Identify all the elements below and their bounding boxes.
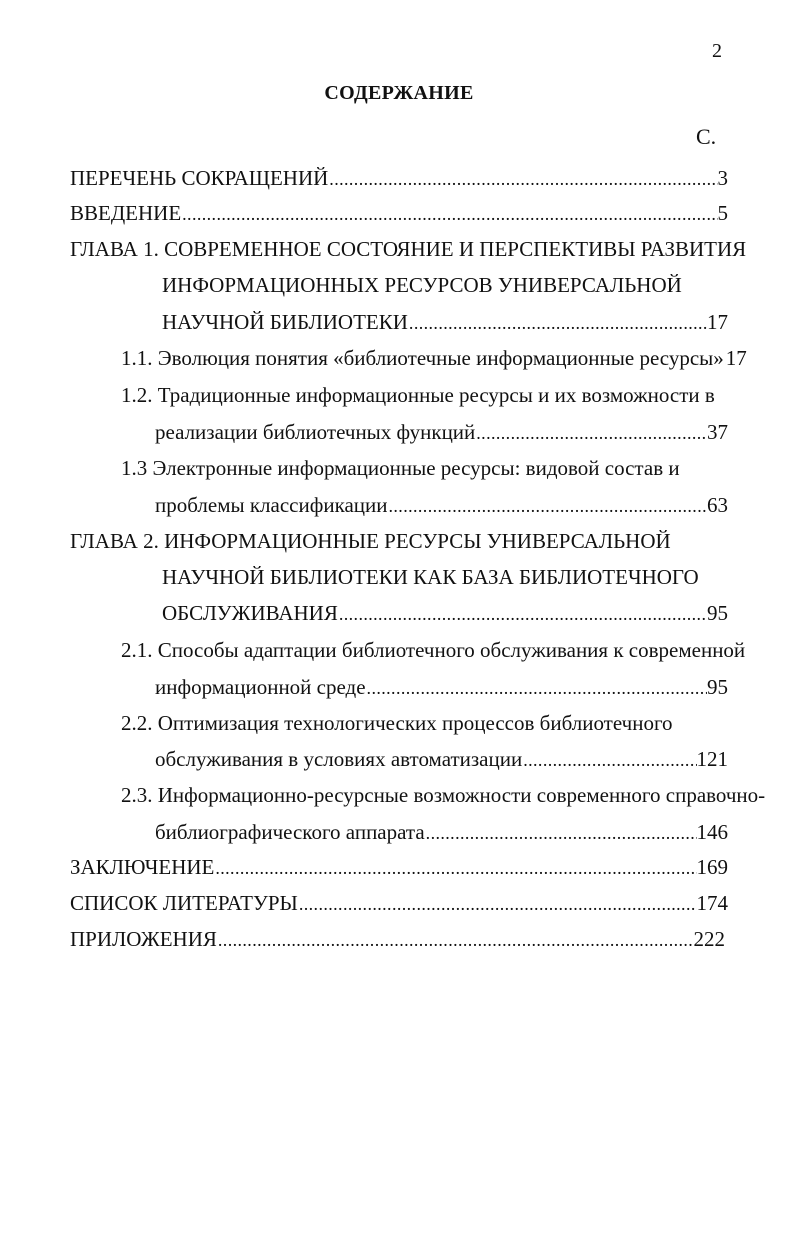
- toc-entry-label: ПРИЛОЖЕНИЯ: [70, 927, 217, 951]
- toc-chapter1-line1[interactable]: ГЛАВА 1. СОВРЕМЕННОЕ СОСТОЯНИЕ И ПЕРСПЕКТИВЫ РАЗВИТИЯ: [70, 237, 747, 261]
- toc-entry-page: 95: [707, 675, 728, 699]
- pages-column-label: С.: [696, 124, 717, 149]
- toc-entry-label: НАУЧНОЙ БИБЛИОТЕКИ: [162, 310, 408, 334]
- dot-leader: [217, 925, 694, 955]
- dot-leader: [425, 818, 697, 848]
- dot-leader: [214, 853, 696, 883]
- toc-entry-introduction[interactable]: [70, 198, 728, 228]
- toc-entry-bibliography[interactable]: [70, 888, 728, 918]
- toc-entry-label: 1.1. Эволюция понятия «библиотечные информационные ресурсы»: [121, 346, 724, 370]
- toc-entry-page: 222: [693, 927, 725, 951]
- toc-entry-section-1-3[interactable]: [155, 490, 728, 520]
- toc-entry-label: ЗАКЛЮЧЕНИЕ: [70, 855, 215, 879]
- toc-entry-page: 37: [707, 420, 728, 444]
- dot-leader: [181, 199, 717, 229]
- toc-entry-conclusion[interactable]: [70, 852, 728, 882]
- toc-entry-section-2-1[interactable]: [155, 672, 728, 702]
- dot-leader: [522, 745, 696, 775]
- toc-entry-page: 63: [707, 493, 728, 517]
- toc-entry-label: ПЕРЕЧЕНЬ СОКРАЩЕНИЙ: [70, 166, 329, 190]
- dot-leader: [388, 491, 708, 521]
- toc-chapter2-line1[interactable]: ГЛАВА 2. ИНФОРМАЦИОННЫЕ РЕСУРСЫ УНИВЕРСАЛЬНОЙ: [70, 529, 671, 553]
- toc-entry-page: 95: [707, 601, 728, 625]
- toc-entry-page: 17: [707, 310, 728, 334]
- toc-entry-page: 17: [725, 346, 747, 370]
- toc-entry-appendices[interactable]: [70, 924, 725, 954]
- dot-leader: [366, 673, 707, 703]
- toc-section-1-2-line1[interactable]: 1.2. Традиционные информационные ресурсы и их возможности в: [121, 383, 715, 407]
- toc-section-2-1-line1[interactable]: 2.1. Способы адаптации библиотечного обслуживания к современной: [121, 638, 746, 662]
- toc-entry-label: ОБСЛУЖИВАНИЯ: [162, 601, 338, 625]
- toc-entry-abbreviations[interactable]: [70, 163, 728, 193]
- toc-entry-page: 146: [696, 820, 728, 844]
- toc-entry-label: информационной среде: [155, 675, 366, 699]
- toc-entry-section-1-2[interactable]: [155, 417, 728, 447]
- dot-leader: [408, 308, 707, 338]
- dot-leader: [298, 889, 697, 919]
- dot-leader: [475, 418, 707, 448]
- toc-entry-page: 174: [696, 891, 728, 915]
- toc-entry-section-2-2[interactable]: [155, 744, 728, 774]
- toc-entry-label: ВВЕДЕНИЕ: [70, 201, 182, 225]
- toc-entry-section-2-3[interactable]: [155, 817, 728, 847]
- toc-entry-label: обслуживания в условиях автоматизации: [155, 747, 523, 771]
- toc-section-2-3-line1[interactable]: 2.3. Информационно-ресурсные возможности современного справочно-: [121, 783, 766, 807]
- toc-entry-label: библиографического аппарата: [155, 820, 425, 844]
- toc-chapter1-line2[interactable]: ИНФОРМАЦИОННЫХ РЕСУРСОВ УНИВЕРСАЛЬНОЙ: [162, 273, 682, 297]
- toc-section-1-3-line1[interactable]: 1.3 Электронные информационные ресурсы: видовой состав и: [121, 456, 680, 480]
- dot-leader: [328, 164, 717, 194]
- toc-entry-page: 3: [717, 166, 728, 190]
- toc-entry-chapter1[interactable]: [162, 307, 728, 337]
- toc-entry-label: реализации библиотечных функций: [155, 420, 476, 444]
- toc-entry-label: СПИСОК ЛИТЕРАТУРЫ: [70, 891, 298, 915]
- dot-leader: [338, 599, 707, 629]
- page-number: 2: [712, 40, 722, 62]
- toc-chapter2-line2[interactable]: НАУЧНОЙ БИБЛИОТЕКИ КАК БАЗА БИБЛИОТЕЧНОГО: [162, 565, 699, 589]
- page-title: СОДЕРЖАНИЕ: [324, 82, 474, 104]
- toc-entry-label: проблемы классификации: [155, 493, 388, 517]
- toc-section-2-2-line1[interactable]: 2.2. Оптимизация технологических процессов библиотечного: [121, 711, 673, 735]
- toc-entry-chapter2[interactable]: [162, 598, 728, 628]
- toc-entry-page: 5: [717, 201, 728, 225]
- toc-entry-page: 169: [696, 855, 728, 879]
- toc-entry-section-1-1[interactable]: [121, 343, 747, 373]
- toc-entry-page: 121: [696, 747, 728, 771]
